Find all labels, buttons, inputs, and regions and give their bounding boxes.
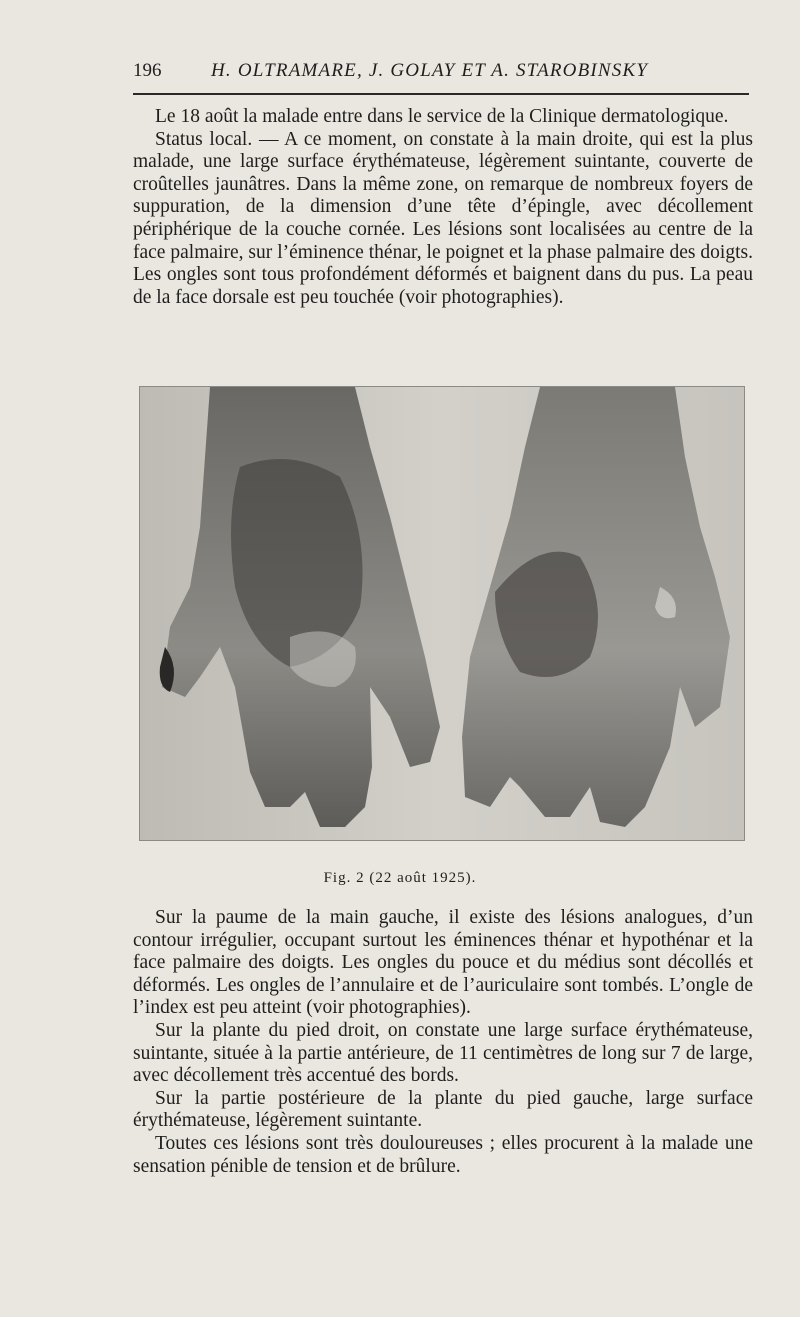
page-number: 196 bbox=[133, 60, 162, 81]
text-block-top bbox=[133, 106, 753, 309]
header-rule bbox=[133, 93, 749, 95]
paragraph: Status local. — A ce moment, on constate à la main droite, qui est la plus malade, une large surface érythémateuse, légèrement suintante, couverte de croûtelles jaunâtres. Dans la même zone, on remarque de nombreux foyers de suppuration, de la dimension d’une tête d’épingle, avec décollement périphérique de la couche cornée. Les lésions sont localisées au centre de la face palmaire, sur l’éminence thénar, le poignet et la phase palmaire des doigts. Les ongles sont tous profondément déformés et baignent dans du pus. La peau de la face dorsale est peu touchée (voir photographies). bbox=[133, 128, 753, 308]
running-title: H. OLTRAMARE, J. GOLAY ET A. STAROBINSKY bbox=[211, 60, 649, 81]
paragraph: Sur la plante du pied droit, on constate une large surface érythémateuse, suintante, située à la partie antérieure, de 11 centimètres de long sur 7 de large, avec décollement très accentué des bords. bbox=[133, 1019, 753, 1087]
hands-photo-illustration bbox=[140, 387, 744, 840]
paragraph: Toutes ces lésions sont très douloureuses ; elles procurent à la malade une sensation pénible de tension et de brûlure. bbox=[133, 1132, 753, 1177]
photograph-hands bbox=[139, 386, 745, 841]
paragraph: Le 18 août la malade entre dans le service de la Clinique dermatologique. bbox=[155, 106, 729, 127]
paragraph: Sur la partie postérieure de la plante du pied gauche, large surface érythémateuse, légèrement suintante. bbox=[133, 1087, 753, 1132]
figure-caption: Fig. 2 (22 août 1925). bbox=[323, 870, 477, 886]
paragraph: Sur la paume de la main gauche, il existe des lésions analogues, d’un contour irrégulier, occupant surtout les éminences thénar et hypothénar et la face palmaire des doigts. Les ongles du pouce et du médius sont décollés et déformés. Les ongles de l’annulaire et de l’auriculaire sont tombés. L’ongle de l’index est peu atteint (voir photographies). bbox=[133, 907, 753, 1019]
page-header bbox=[133, 60, 749, 84]
text-block-bottom bbox=[133, 907, 753, 1178]
